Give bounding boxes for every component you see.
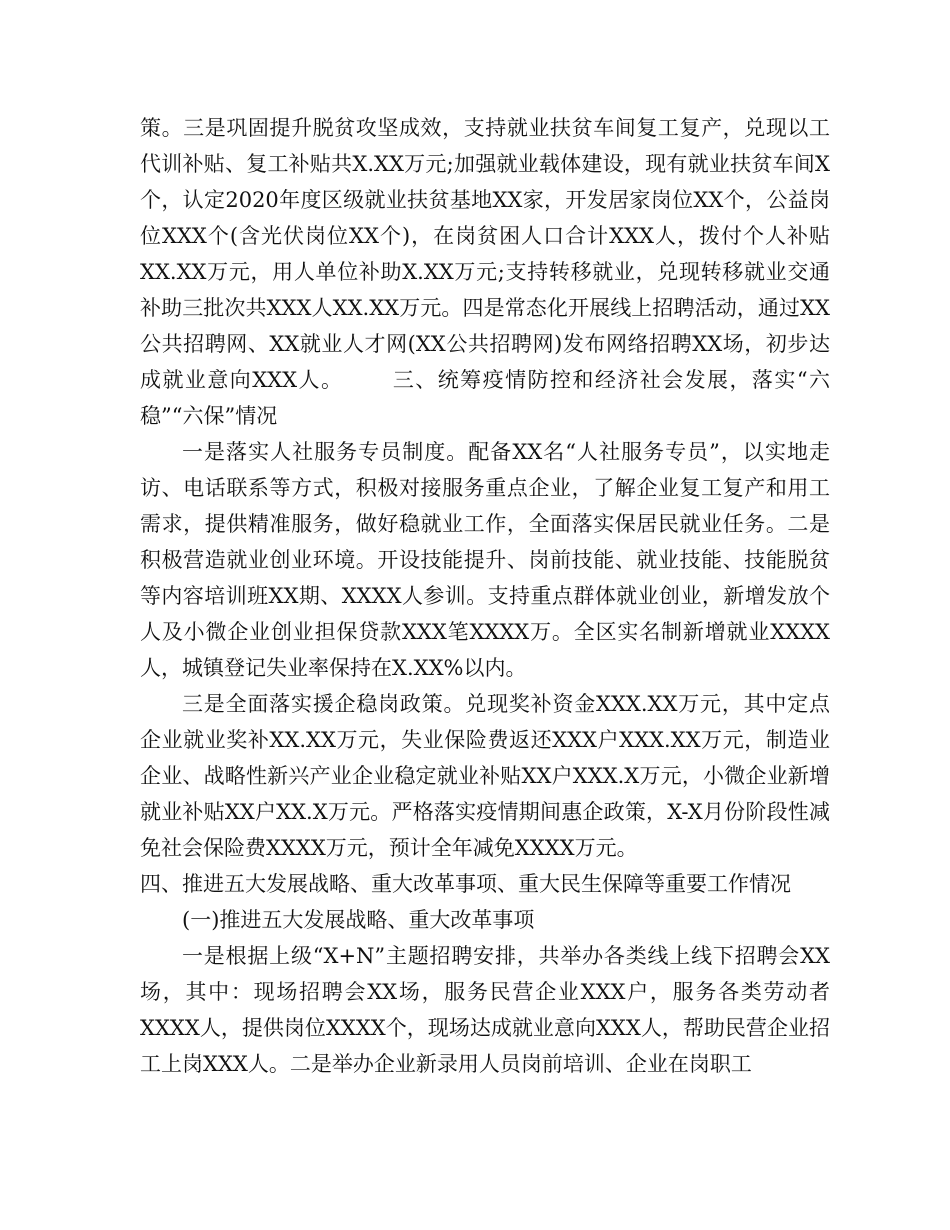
paragraph-4 xyxy=(140,938,830,1082)
paragraph-3 xyxy=(140,686,830,866)
paragraph-3-text: 三是全面落实援企稳岗政策。兑现奖补资金XXX.XX万元，其中定点企业就业奖补XX.XX万元，失业保险费返还XXX户XXX.XX万元，制造业企业、战略性新兴产业企业稳定就业补贴XX户XXX.X万元，小微企业新增就业补贴XX户XX.X万元。严格落实疫情期间惠企政策，X-X月份阶段性减免社会保险费XXXX万元，预计全年减免XXXX万元。 xyxy=(140,692,830,860)
subsection-heading-4-1-text: (一)推进五大发展战略、重大改革事项 xyxy=(182,908,535,932)
document-body xyxy=(140,110,830,1082)
paragraph-1-text: 策。三是巩固提升脱贫攻坚成效，支持就业扶贫车间复工复产，兑现以工代训补贴、复工补贴共X.XX万元;加强就业载体建设，现有就业扶贫车间X个，认定2020年度区级就业扶贫基地XX家，开发居家岗位XX个，公益岗位XXX个(含光伏岗位XX个)，在岗贫困人口合计XXX人，拨付个人补贴XX.XX万元，用人单位补助X.XX万元;支持转移就业，兑现转移就业交通补助三批次共XXX人XX.XX万元。四是常态化开展线上招聘活动，通过XX公共招聘网、XX就业人才网(XX公共招聘网)发布网络招聘XX场，初步达成就业意向XXX人。 xyxy=(140,116,830,392)
paragraph-2-text: 一是落实人社服务专员制度。配备XX名“人社服务专员”，以实地走访、电话联系等方式，积极对接服务重点企业，了解企业复工复产和用工需求，提供精准服务，做好稳就业工作，全面落实保居民就业任务。二是积极营造就业创业环境。开设技能提升、岗前技能、就业技能、技能脱贫等内容培训班XX期、XXXX人参训。支持重点群体就业创业，新增发放个人及小微企业创业担保贷款XXX笔XXXX万。全区实名制新增就业XXXX人，城镇登记失业率保持在X.XX%以内。 xyxy=(140,440,830,680)
section-heading-4-text: 四、推进五大发展战略、重大改革事项、重大民生保障等重要工作情况 xyxy=(140,872,791,896)
section-heading-4 xyxy=(140,866,830,902)
section-heading-3: 三、统筹疫情防控和经济社会发展，落实“六稳”“六保”情况 xyxy=(140,368,831,428)
paragraph-2 xyxy=(140,434,830,686)
paragraph-1 xyxy=(140,110,830,434)
subsection-heading-4-1 xyxy=(140,902,830,938)
paragraph-4-text: 一是根据上级“X+N”主题招聘安排，共举办各类线上线下招聘会XX场，其中：现场招聘会XX场，服务民营企业XXX户，服务各类劳动者XXXX人，提供岗位XXXX个，现场达成就业意向XXX人，帮助民营企业招工上岗XXX人。二是举办企业新录用人员岗前培训、企业在岗职工 xyxy=(140,944,830,1076)
